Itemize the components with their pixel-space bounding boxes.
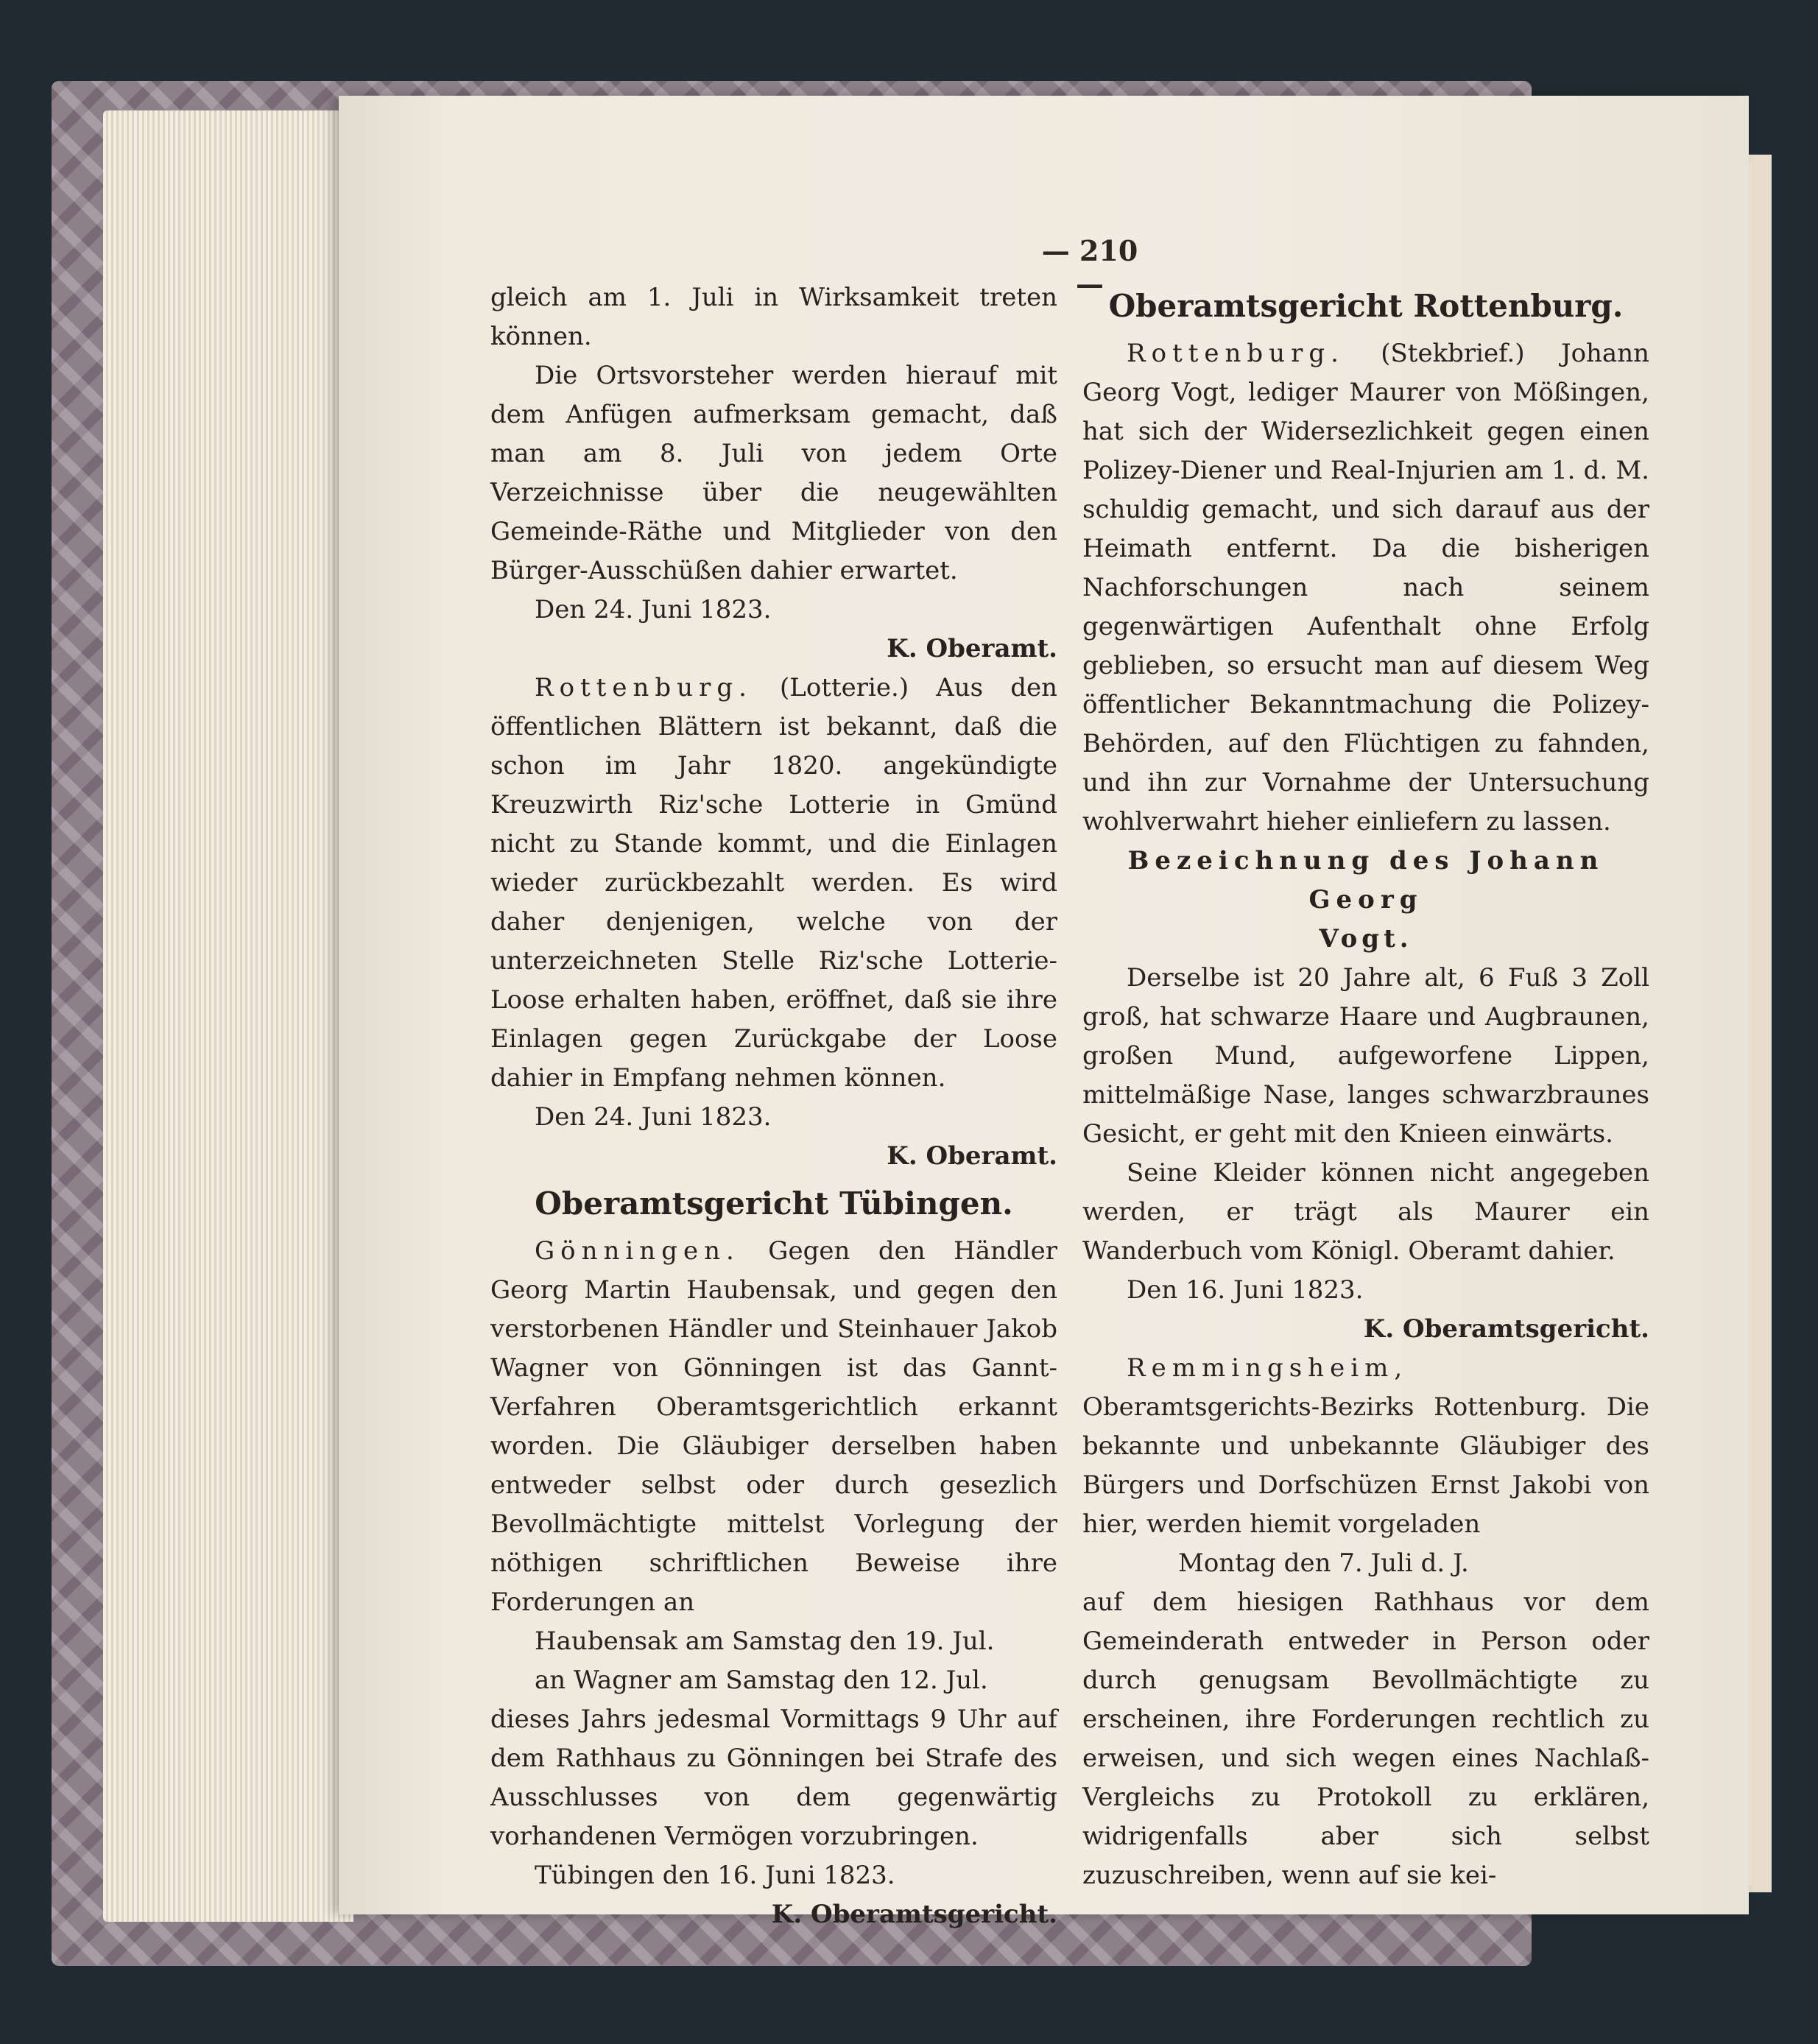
- right-column: [1082, 278, 1649, 1895]
- description-title-line: Vogt.: [1319, 924, 1413, 954]
- text-line: an Wagner am Samstag den 12. Jul.: [535, 1666, 988, 1695]
- paragraph: [1082, 1349, 1649, 1544]
- paragraph-text: Gegen den Händler Georg Martin Haubensak, und gegen den verstorbenen Händler und Steinhauer Jakob Wagner von Gönningen ist das Gannt-Verfahren Oberamtsgerichtlich erkannt worden. Die Gläubiger derselben haben entweder selbst oder durch gesezlich Bevollmächtigte mittelst Vorlegung der nöthigen schriftlichen Beweise ihre Forderungen an: [490, 1236, 1057, 1617]
- signature: K. Oberamt.: [887, 634, 1057, 663]
- place-name: Rottenburg.: [535, 673, 753, 702]
- place-name: Gönningen.: [535, 1236, 740, 1266]
- paragraph: auf dem hiesigen Rathhaus vor dem Gemeinderath entweder in Person oder durch genugsam Bevollmächtigte zu erscheinen, ihre Forderungen rechtlich zu erweisen, und sich wegen eines Nachlaß-Vergleichs zu Protokoll zu erklären, widrigenfalls aber sich selbst zuzuschreiben, wenn auf sie kei-: [1082, 1587, 1649, 1890]
- section-heading: Oberamtsgericht Rottenburg.: [1108, 288, 1624, 324]
- paragraph: Derselbe ist 20 Jahre alt, 6 Fuß 3 Zoll groß, hat schwarze Haare und Augbraunen, großen Mund, aufgeworfene Lippen, mittelmäßige Nase, langes schwarzbraunes Gesicht, er geht mit den Knieen einwärts.: [1082, 963, 1649, 1149]
- date-line: Den 24. Juni 1823.: [535, 1102, 772, 1132]
- paragraph: [490, 1232, 1057, 1622]
- signature: K. Oberamtsgericht.: [771, 1900, 1057, 1929]
- paragraph-text: (Lotterie.) Aus den öffentlichen Blättern ist bekannt, daß die schon im Jahr 1820. angekündigte Kreuzwirth Riz'sche Lotterie in Gmünd nicht zu Stande kommt, und die Einlagen wieder zurückbezahlt werden. Es wird daher denjenigen, welche von der unterzeichneten Stelle Riz'sche Lotterie-Loose erhalten haben, eröffnet, daß sie ihre Einlagen gegen Zurückgabe der Loose dahier in Empfang nehmen können.: [490, 673, 1057, 1093]
- section-heading: Oberamtsgericht Tübingen.: [535, 1185, 1013, 1222]
- page-number: — 210 —: [1041, 234, 1138, 300]
- text-line: Haubensak am Samstag den 19. Jul.: [535, 1627, 995, 1656]
- place-name: Rottenburg.: [1127, 339, 1345, 368]
- signature: K. Oberamtsgericht.: [1363, 1314, 1649, 1344]
- paragraph-text: Oberamtsgerichts-Bezirks Rottenburg. Die bekannte und unbekannte Gläubiger des Bürgers und Dorfschüzen Ernst Jakobi von hier, werden hiemit vorgeladen: [1082, 1392, 1649, 1539]
- date-line: Den 24. Juni 1823.: [535, 595, 772, 624]
- paragraph: Die Ortsvorsteher werden hierauf mit dem Anfügen aufmerksam gemacht, daß man am 8. Juli von jedem Orte Verzeichnisse über die neugewählten Gemeinde-Räthe und Mitglieder von den Bürger-Ausschüßen dahier erwartet.: [490, 361, 1057, 585]
- text-line: Montag den 7. Juli d. J.: [1178, 1548, 1469, 1578]
- description-title: [1082, 842, 1649, 959]
- paragraph: [490, 669, 1057, 1098]
- paragraph: dieses Jahrs jedesmal Vormittags 9 Uhr auf dem Rathhaus zu Gönningen bei Strafe des Ausschlusses von dem gegenwärtig vorhandenen Vermögen vorzubringen.: [490, 1705, 1057, 1851]
- date-line: Tübingen den 16. Juni 1823.: [535, 1861, 895, 1890]
- left-column: [490, 278, 1057, 1934]
- paragraph-text: (Stekbrief.) Johann Georg Vogt, lediger Maurer von Mößingen, hat sich der Widersezlichkeit gegen einen Polizey-Diener und Real-Injurien am 1. d. M. schuldig gemacht, und sich darauf aus der Heimath entfernt. Da die bisherigen Nachforschungen nach seinem gegenwärtigen Aufenthalt ohne Erfolg geblieben, so ersucht man auf diesem Weg öffentlicher Bekanntmachung die Polizey-Behörden, auf den Flüchtigen zu fahnden, und ihn zur Vornahme der Untersuchung wohlverwahrt hieher einliefern zu lassen.: [1082, 339, 1649, 836]
- paragraph: [1082, 334, 1649, 842]
- paragraph: gleich am 1. Juli in Wirksamkeit treten können.: [490, 283, 1057, 351]
- description-title-line: Bezeichnung des Johann Georg: [1127, 846, 1604, 914]
- page-stack: [103, 110, 353, 1922]
- place-name: Remmingsheim,: [1127, 1353, 1409, 1383]
- signature: K. Oberamt.: [887, 1141, 1057, 1171]
- date-line: Den 16. Juni 1823.: [1127, 1275, 1364, 1305]
- paragraph: Seine Kleider können nicht angegeben werden, er trägt als Maurer ein Wanderbuch vom Königl. Oberamt dahier.: [1082, 1158, 1649, 1266]
